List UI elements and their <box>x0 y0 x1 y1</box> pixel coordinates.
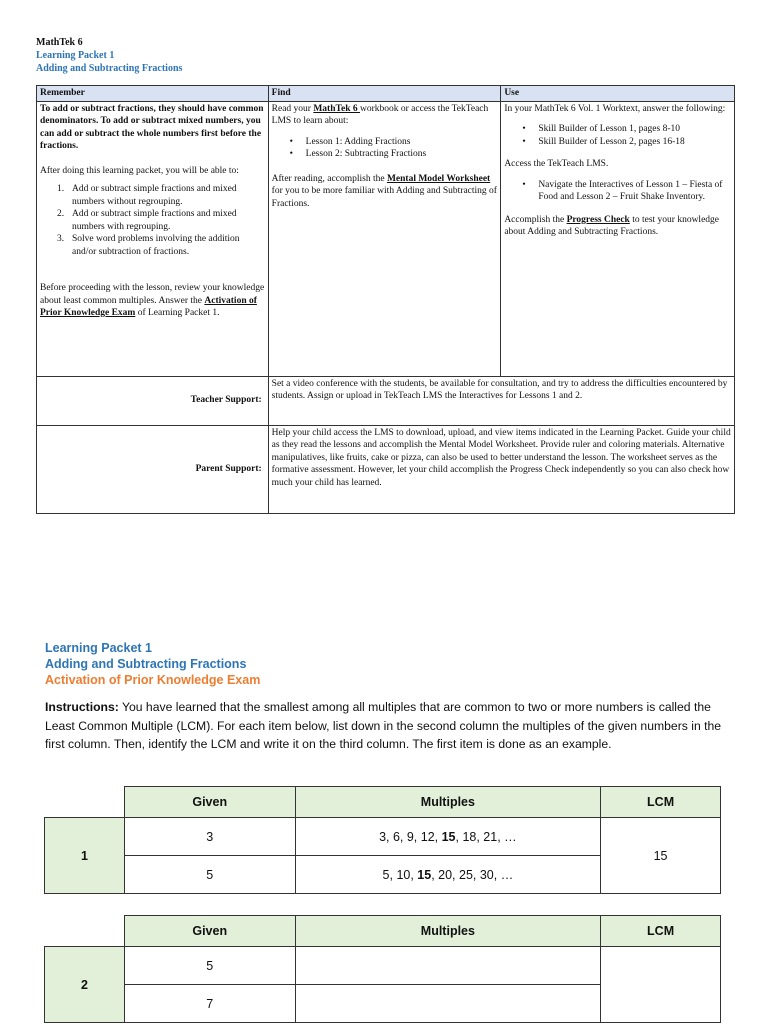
instructions <box>45 698 735 754</box>
find-text-2: After reading, accomplish the Mental Model Worksheet for you to be more familiar with Adding and Subtracting of Fractions. <box>271 173 497 209</box>
lcm-header: LCM <box>601 787 721 818</box>
exam-packet-title: Learning Packet 1 <box>45 641 152 655</box>
progress-check-link[interactable]: Progress Check <box>566 214 630 225</box>
lessons-list <box>272 136 498 161</box>
lcm-header: LCM <box>601 916 721 947</box>
instructions-label: Instructions: <box>45 700 119 714</box>
able-to-text: After doing this learning packet, you will be able to: <box>40 165 239 176</box>
lcm-table-2 <box>44 915 721 1023</box>
mathtek-link[interactable]: MathTek 6 <box>313 103 360 114</box>
exam-title: Activation of Prior Knowledge Exam <box>45 673 261 687</box>
apk-exam-link[interactable]: Activation of Prior Knowledge Exam <box>40 295 257 318</box>
item-number: 2 <box>45 947 125 1023</box>
multiples-header: Multiples <box>295 916 601 947</box>
packet-title: Learning Packet 1 <box>36 50 115 61</box>
parent-support-label: Parent Support: <box>37 425 269 513</box>
course-title: MathTek 6 <box>36 37 83 48</box>
instructions-text: You have learned that the smallest among all multiples that are common to two or more numbers is called the Least Common Multiple (LCM). For each item below, list down in the second column the multiples of the given numbers in the first column. Then, identify the LCM and write it on the third column. The first item is done as an example. <box>45 700 722 751</box>
lcm-cell: 15 <box>601 818 721 894</box>
list-item: 3. Solve word problems involving the addition and/or subtraction of fractions. <box>57 234 240 257</box>
skill-builder-list <box>504 123 731 148</box>
list-item: 2. Add or subtract simple fractions and mixed numbers with regrouping. <box>57 209 237 232</box>
multiples-cell: 3, 6, 9, 12, 15, 18, 21, … <box>295 818 601 856</box>
remember-cell <box>37 101 269 376</box>
topic-title: Adding and Subtracting Fractions <box>36 63 183 74</box>
document-header <box>36 36 182 75</box>
col-header-remember: Remember <box>37 86 269 102</box>
find-text-1: Read your MathTek 6 workbook or access the TekTeach LMS to learn about: <box>271 103 489 126</box>
multiples-cell: 5, 10, 15, 20, 25, 30, … <box>295 856 601 894</box>
list-item: 1. Add or subtract simple fractions and mixed numbers without regrouping. <box>57 184 237 207</box>
col-header-use: Use <box>501 86 735 102</box>
item-number: 1 <box>45 818 125 894</box>
mental-model-link[interactable]: Mental Model Worksheet <box>386 173 491 184</box>
col-header-find: Find <box>268 86 501 102</box>
list-item: • Lesson 2: Subtracting Fractions <box>272 148 498 161</box>
given-cell: 5 <box>124 856 295 894</box>
given-header: Given <box>124 916 295 947</box>
list-item: • Lesson 1: Adding Fractions <box>272 136 498 149</box>
use-text-2: Access the TekTeach LMS. <box>504 159 609 169</box>
teacher-support-label: Teacher Support: <box>37 376 269 425</box>
exam-topic-title: Adding and Subtracting Fractions <box>45 657 247 671</box>
multiples-header: Multiples <box>295 787 601 818</box>
given-cell: 5 <box>124 947 295 985</box>
learning-plan-table <box>36 85 735 514</box>
multiples-answer-field[interactable] <box>295 985 601 1023</box>
list-item: • Navigate the Interactives of Lesson 1 – Fiesta of Food and Lesson 2 – Fruit Shake Inventory. <box>504 179 731 204</box>
parent-support-text: Help your child access the LMS to download, upload, and view items indicated in the Learning Packet. Guide your child as they read the lessons and accomplish the Mental Model Worksheet. Provide ruler and coloring materials. Alternative manipulatives, like fruits, cake or pizza, can also be used to better understand the lesson. The worksheet serves as the formative assessment. However, let your child accomplish the Progress Check independently so you can also check how much your child has learned. <box>268 425 734 513</box>
list-item: • Skill Builder of Lesson 1, pages 8-10 <box>504 123 731 136</box>
lcm-table-1 <box>44 786 721 894</box>
remember-intro: To add or subtract fractions, they should have common denominators. To add or subtract mixed numbers, you can add or subtract the whole numbers first before the fractions. <box>40 103 264 151</box>
use-text-3: Accomplish the Progress Check to test your knowledge about Adding and Subtracting Fractions. <box>504 214 720 237</box>
given-header: Given <box>124 787 295 818</box>
list-item: • Skill Builder of Lesson 2, pages 16-18 <box>504 136 731 149</box>
interactives-list <box>504 179 731 204</box>
given-cell: 3 <box>124 818 295 856</box>
multiples-answer-field[interactable] <box>295 947 601 985</box>
objectives-list <box>40 183 265 258</box>
review-text: Before proceeding with the lesson, review your knowledge about least common multiples. Answer the Activation of Prior Knowledge Exam of Learning Packet 1. <box>40 283 265 318</box>
use-cell <box>501 101 735 376</box>
find-cell <box>268 101 501 376</box>
exam-header <box>45 640 260 688</box>
lcm-answer-field[interactable] <box>601 947 721 1023</box>
given-cell: 7 <box>124 985 295 1023</box>
use-text-1: In your MathTek 6 Vol. 1 Worktext, answer the following: <box>504 103 726 114</box>
teacher-support-text: Set a video conference with the students, be available for consultation, and try to address the difficulties encountered by students. Assign or upload in TekTeach LMS the Interactives for Lessons 1 and 2. <box>268 376 734 425</box>
